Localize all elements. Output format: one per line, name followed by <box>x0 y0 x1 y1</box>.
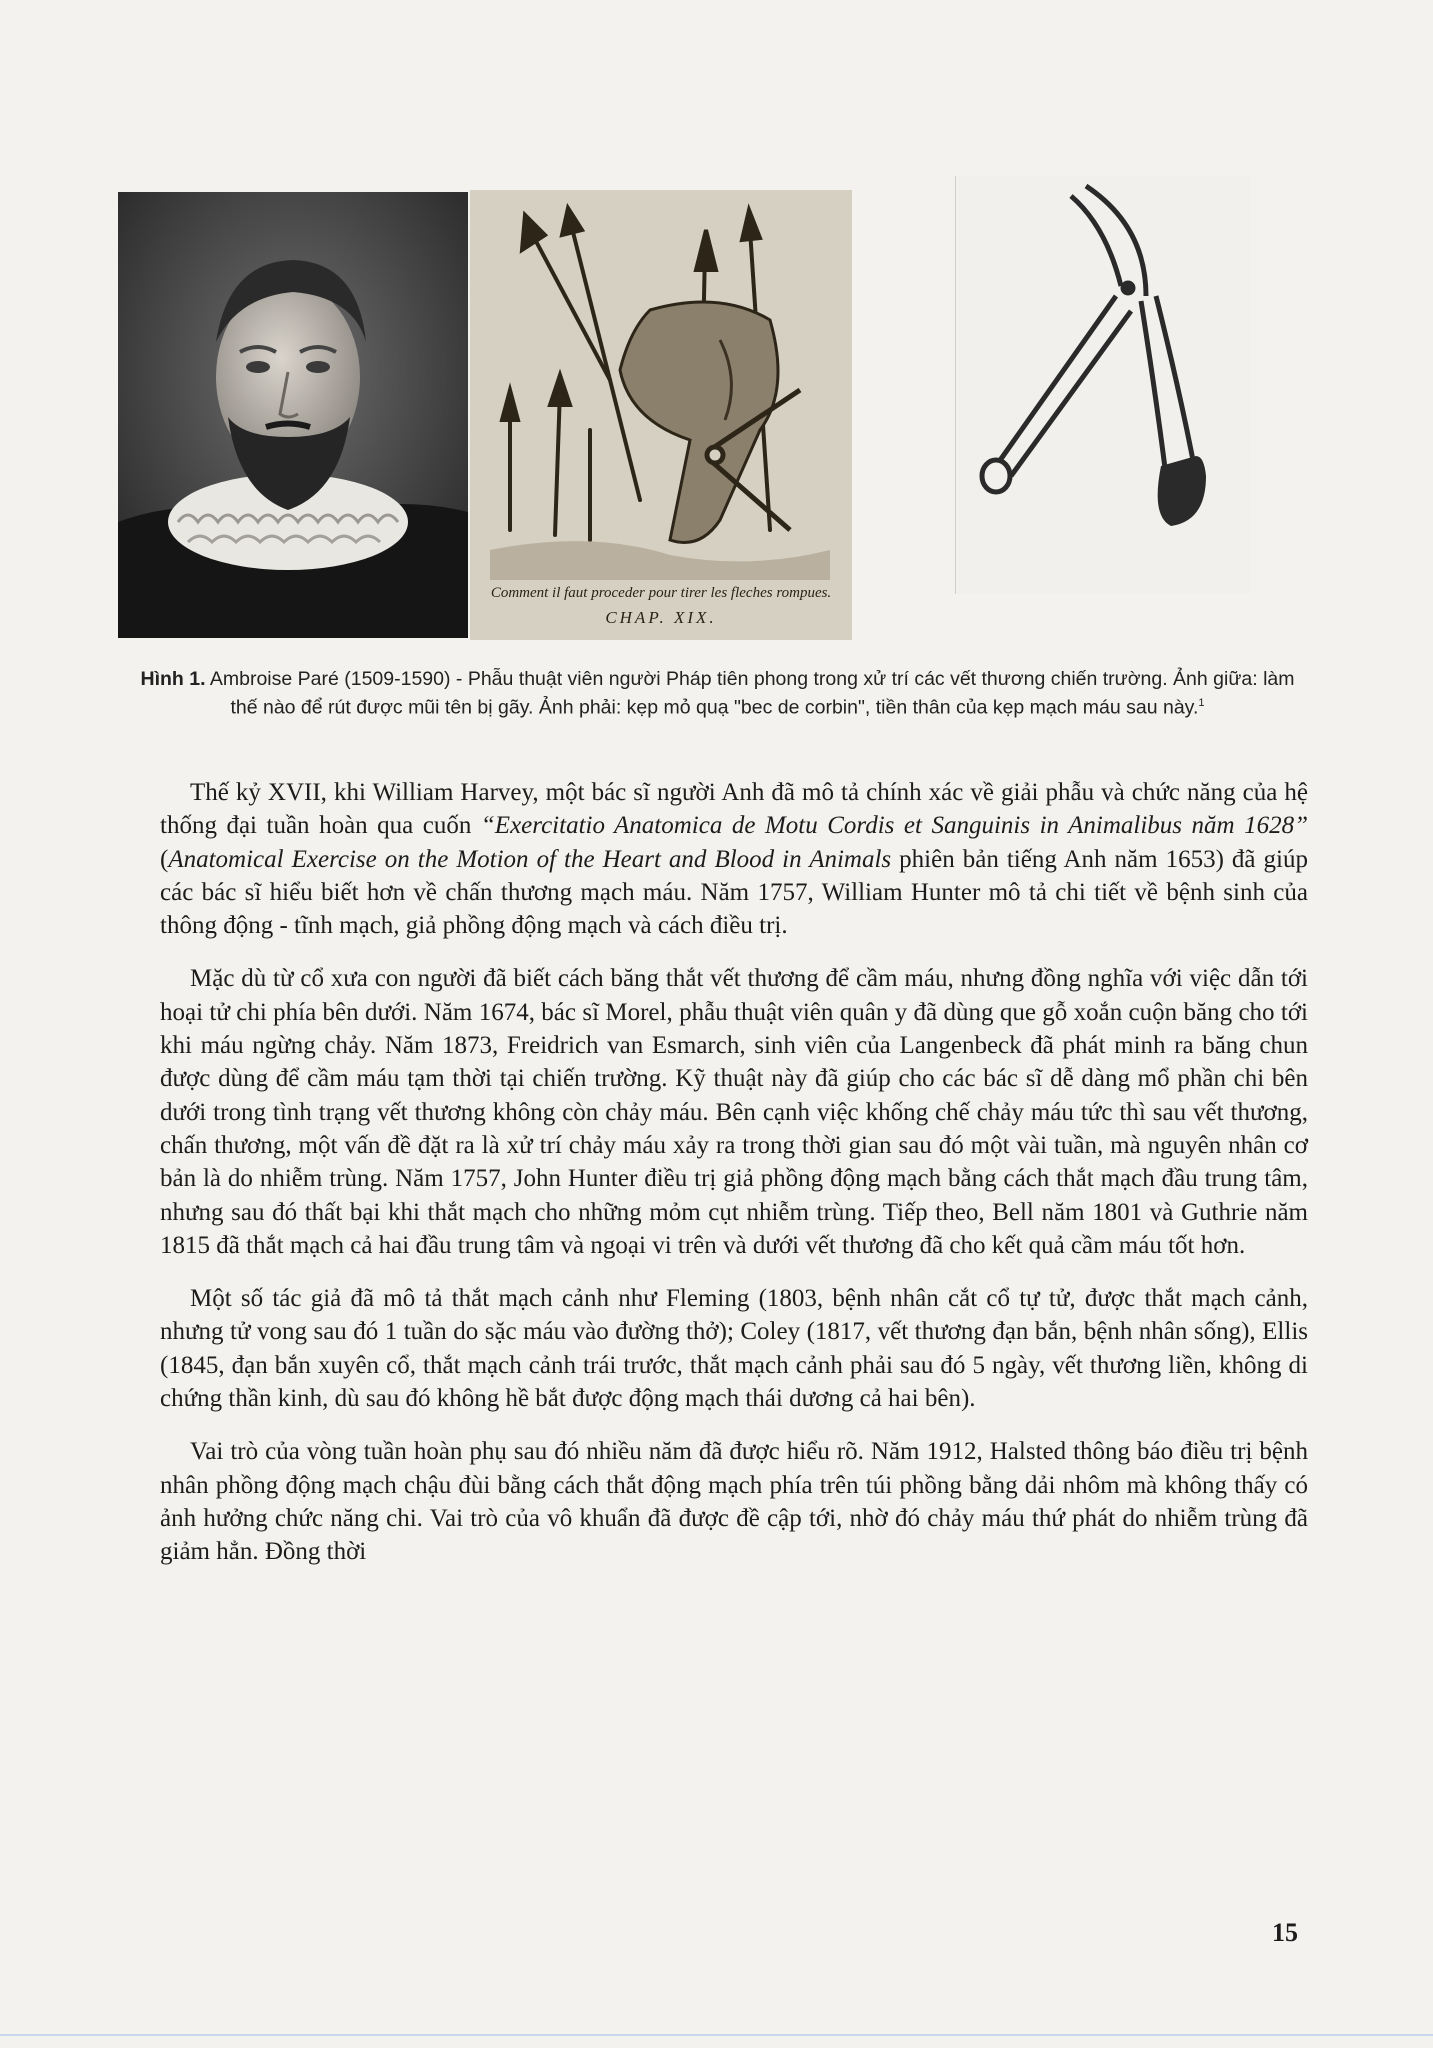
forceps-image <box>955 176 1251 594</box>
woodcut-caption-line1: Comment il faut proceder pour tirer les fleches rompues. <box>490 585 832 601</box>
paragraph-1-part-c: ( <box>160 845 169 873</box>
paragraph-1-book-title: “Exercitatio Anatomica de Motu Cordis et Sanguinis in Animalibus năm 1628” <box>480 812 1308 840</box>
woodcut-caption-line2: CHAP. XIX. <box>605 608 717 627</box>
bottom-rule <box>0 2034 1433 2036</box>
figure-caption-reference: 1 <box>1198 697 1205 709</box>
paragraph-1-part-e: phiên bản tiếng Anh năm 1653) đã giúp các bác sĩ hiểu biết hơn về chấn thương mạch máu. Năm 1757, William Hunter mô tả chi tiết về bệnh sinh của thông động - tĩnh mạch, giả phồng động mạch và cách điều trị. <box>160 845 1308 940</box>
paragraph-1-part-a: Thế kỷ XVII, khi William Harvey, một bác sĩ người Anh đã mô tả chính xác về giải phẫu và chức năng của hệ thống đại tuần hoàn qua cuốn <box>160 779 1308 840</box>
figure-caption <box>130 667 1305 720</box>
figure-caption-label: Hình 1. <box>140 668 206 690</box>
page-number: 15 <box>1272 1918 1298 1947</box>
paragraph-1-english-title: Anatomical Exercise on the Motion of the Heart and Blood in Animals <box>168 845 892 873</box>
paragraph-4: Vai trò của vòng tuần hoàn phụ sau đó nhiều năm đã được hiểu rõ. Năm 1912, Halsted thông báo điều trị bệnh nhân phồng động mạch chậu đùi bằng cách thắt động mạch phía trên túi phồng bằng dải nhôm mà không thấy có ảnh hưởng chức năng chi. Vai trò của vô khuẩn đã được đề cập tới, nhờ đó chảy máu thứ phát do nhiễm trùng đã giảm hẳn. Đồng thời <box>160 1438 1308 1566</box>
body-text <box>160 776 1308 1589</box>
paragraph-1 <box>160 776 1308 942</box>
figure-caption-text: Ambroise Paré (1509-1590) - Phẫu thuật viên người Pháp tiên phong trong xử trí các vết thương chiến trường. Ảnh giữa: làm thế nào để rút được mũi tên bị gãy. Ảnh phải: kẹp mỏ quạ "bec de corbin", tiền thân của kẹp mạch máu sau này. <box>205 668 1295 719</box>
paragraph-3: Một số tác giả đã mô tả thắt mạch cảnh như Fleming (1803, bệnh nhân cắt cổ tự tử, được thắt mạch cảnh, nhưng tử vong sau đó 1 tuần do sặc máu vào đường thở); Coley (1817, vết thương đạn bắn, bệnh nhân sống), Ellis (1845, đạn bắn xuyên cổ, thắt mạch cảnh trái trước, thắt mạch cảnh phải sau đó 5 ngày, vết thương liền, không di chứng thần kinh, dù sau đó không hề bắt được động mạch thái dương cả hai bên). <box>160 1285 1308 1413</box>
arrow-extraction-woodcut <box>470 190 852 640</box>
paragraph-2: Mặc dù từ cổ xưa con người đã biết cách băng thắt vết thương để cầm máu, nhưng đồng nghĩa với việc dẫn tới hoại tử chi phía bên dưới. Năm 1674, bác sĩ Morel, phẫu thuật viên quân y đã dùng que gỗ xoắn cuộn băng cho tới khi máu ngừng chảy. Năm 1873, Freidrich van Esmarch, sinh viên của Langenbeck đã phát minh ra băng chun được dùng để cầm máu tạm thời tại chiến trường. Kỹ thuật này đã giúp cho các bác sĩ dễ dàng mổ phần chi bên dưới trong tình trạng vết thương không còn chảy máu. Bên cạnh việc khống chế chảy máu tức thì sau vết thương, chấn thương, một vấn đề đặt ra là xử trí chảy máu xảy ra trong thời gian sau đó một vài tuần, mà nguyên nhân cơ bản là do nhiễm trùng. Năm 1757, John Hunter điều trị giả phồng động mạch bằng cách thắt mạch đầu trung tâm, nhưng sau đó thất bại khi thắt mạch cho những mỏm cụt nhiễm trùng. Tiếp theo, Bell năm 1801 và Guthrie năm 1815 đã thắt mạch cả hai đầu trung tâm và ngoại vi trên và dưới vết thương đã cho kết quả cầm máu tốt hơn. <box>160 965 1308 1259</box>
portrait-image <box>118 192 468 638</box>
